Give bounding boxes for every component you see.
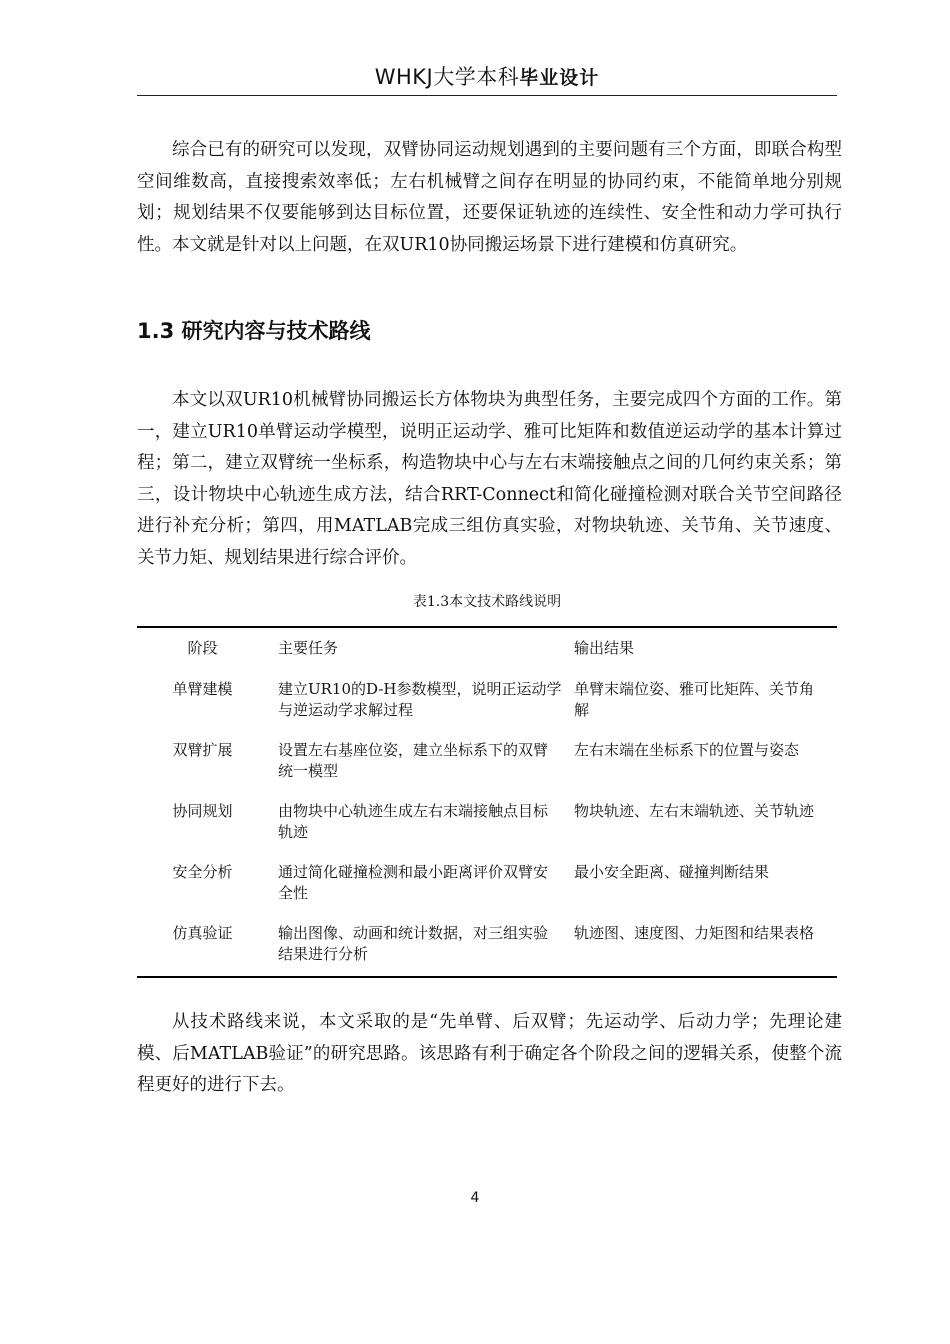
table-caption: 表1.3本文技术路线说明 bbox=[412, 594, 562, 610]
column-header-output: 输出结果 bbox=[574, 639, 635, 657]
paragraph-research-problems: 综合已有的研究可以发现，双臂协同运动规划遇到的主要问题有三个方面，即联合构型空间维数高，直接搜索效率低；左右机械臂之间存在明显的协同约束，不能简单地分别规划；规划结果不仅要能够到达目标位置，还要保证轨迹的连续性、安全性和动力学可执行性。本文就是针对以上问题，在双UR10协同搬运场景下进行建模和仿真研究。 bbox=[137, 140, 842, 255]
table-cell-output: 最小安全距离、碰撞判断结果 bbox=[574, 863, 770, 881]
table-cell-stage: 双臂扩展 bbox=[172, 741, 233, 759]
table-row bbox=[137, 671, 837, 732]
paragraph-research-approach: 从技术路线来说，本文采取的是“先单臂、后双臂；先运动学、后动力学；先理论建模、后MATLAB验证”的研究思路。该思路有利于确定各个阶段之间的逻辑关系，使整个流程更好的进行下去。 bbox=[137, 1012, 842, 1095]
page-header bbox=[137, 62, 837, 96]
table-cell-task: 建立UR10的D-H参数模型，说明正运动学与逆运动学求解过程 bbox=[278, 680, 562, 719]
paragraph-research-content: 本文以双UR10机械臂协同搬运长方体物块为典型任务，主要完成四个方面的工作。第一，建立UR10单臂运动学模型，说明正运动学、雅可比矩阵和数值逆运动学的基本计算过程；第二，建立双臂统一坐标系，构造物块中心与左右末端接触点之间的几何约束关系；第三，设计物块中心轨迹生成方法，结合RRT-Connect和简化碰撞检测对联合关节空间路径进行补充分析；第四，用MATLAB完成三组仿真实验，对物块轨迹、关节角、关节速度、关节力矩、规划结果进行综合评价。 bbox=[137, 390, 842, 568]
header-title: WHKJ大学本科 bbox=[374, 65, 520, 89]
table-cell-stage: 协同规划 bbox=[172, 802, 233, 820]
table-cell-output: 左右末端在坐标系下的位置与姿态 bbox=[574, 741, 800, 759]
header-subtitle: 毕业设计 bbox=[519, 67, 600, 89]
table-cell-stage: 安全分析 bbox=[172, 863, 233, 881]
table-header-row bbox=[137, 627, 837, 671]
column-header-stage: 阶段 bbox=[187, 639, 218, 657]
table-cell-output: 轨迹图、速度图、力矩图和结果表格 bbox=[574, 924, 815, 942]
table-cell-output: 单臂末端位姿、雅可比矩阵、关节角解 bbox=[574, 680, 815, 719]
table-row bbox=[137, 854, 837, 915]
table-cell-task: 由物块中心轨迹生成左右末端接触点目标轨迹 bbox=[278, 802, 549, 841]
table-cell-task: 通过简化碰撞检测和最小距离评价双臂安全性 bbox=[278, 863, 549, 902]
table-cell-task: 设置左右基座位姿，建立坐标系下的双臂统一模型 bbox=[278, 741, 549, 780]
page-number: 4 bbox=[470, 1190, 480, 1206]
technical-route-table bbox=[137, 626, 837, 978]
table-cell-stage: 单臂建模 bbox=[172, 680, 233, 698]
column-header-task: 主要任务 bbox=[278, 639, 339, 657]
table-cell-stage: 仿真验证 bbox=[172, 924, 233, 942]
table-cell-output: 物块轨迹、左右末端轨迹、关节轨迹 bbox=[574, 802, 815, 820]
table-row bbox=[137, 793, 837, 854]
table-row bbox=[137, 732, 837, 793]
table-cell-task: 输出图像、动画和统计数据，对三组实验结果进行分析 bbox=[278, 924, 549, 963]
table-row bbox=[137, 915, 837, 977]
section-heading: 1.3 研究内容与技术路线 bbox=[137, 319, 371, 343]
header-divider bbox=[137, 95, 837, 96]
